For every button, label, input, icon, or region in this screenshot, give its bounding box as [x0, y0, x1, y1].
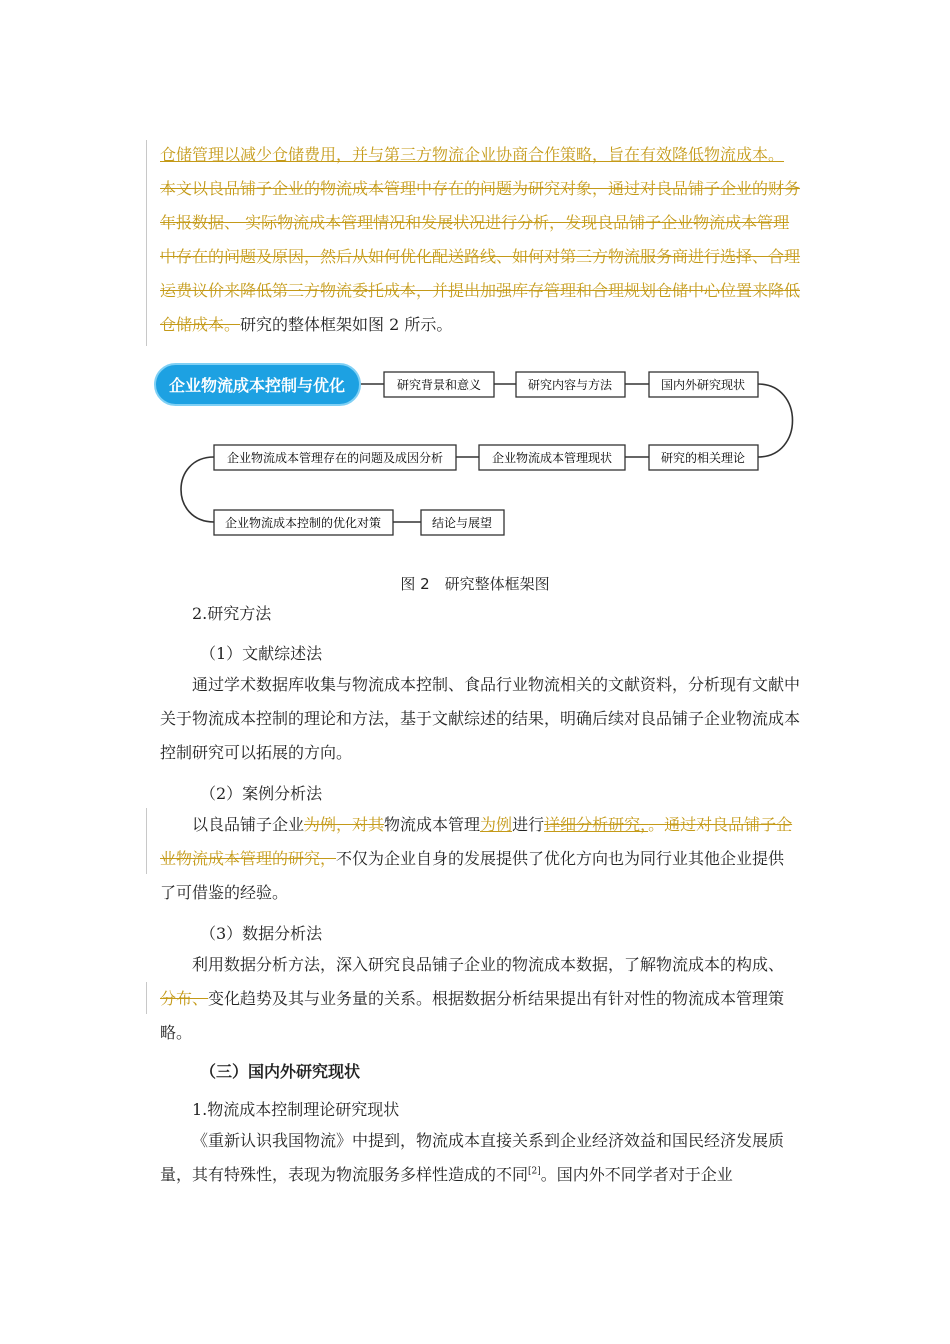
body-text: 变化趋势及其与业务量的关系。根据数据分析结果提出有针对性的物流成本管理策略。 — [160, 989, 785, 1042]
deleted-text: 。通过对良品铺子企业物流成本管理的研究， — [160, 815, 793, 868]
method1-text: 通过学术数据库收集与物流成本控制、食品行业物流相关的文献资料，分析现有文献中关于物流成本控制的理论和方法，基于文献综述的结果，明确后续对良品铺子企业物流成本控制研究可以拓展的方向。 — [160, 675, 801, 762]
body-text: 。国内外不同学者对于企业 — [540, 1165, 733, 1184]
research-status-text — [160, 1124, 800, 1192]
node-conclusion — [421, 510, 504, 535]
deleted-text: 分布、 — [160, 989, 209, 1008]
deleted-text: 为例，对其 — [304, 815, 385, 834]
method3-text — [160, 948, 800, 1050]
change-bar — [146, 140, 147, 346]
node-label: 国内外研究现状 — [660, 378, 746, 392]
node-label: 企业物流成本管理存在的问题及成因分析 — [226, 451, 444, 465]
body-text: 利用数据分析方法，深入研究良品铺子企业的物流成本数据，了解物流成本的构成、 — [192, 955, 785, 974]
body-text: 进行 — [512, 815, 545, 834]
change-bar — [146, 982, 147, 1014]
body-text: 不仅为企业自身的发展提供了优化方向也为同行业其他企业提供了可借鉴的经验。 — [160, 849, 785, 902]
node-label: 研究的相关理论 — [660, 451, 746, 465]
node-status — [479, 445, 625, 470]
body-text: 物流成本管理 — [384, 815, 481, 834]
inserted-text: 为例 — [480, 815, 513, 834]
body-text: 研究的整体框架如图 2 所示。 — [240, 315, 453, 334]
node-label: 研究内容与方法 — [527, 378, 613, 392]
method2-heading: （2）案例分析法 — [200, 784, 323, 803]
deleted-text: 本文以良品铺子企业的物流成本管理中存在的问题为研究对象，通过对良品铺子企业的财务年报数据、 实际物流成本管理情况和发展状况进行分析，发现良品铺子企业物流成本管理中存在的问题及原因，然后从如何优化配送路线、如何对第三方物流服务商进行选择、合理运费议价来降低第三方物流委托成本，并提出加强库存管理和合理规划仓储中心位置来降低仓储成本。 — [160, 179, 801, 334]
node-label: 研究背景和意义 — [396, 378, 482, 392]
node-literature — [649, 372, 758, 397]
deleted-text: 详细分析研究， — [544, 815, 649, 834]
section-heading-research-status: （三）国内外研究现状 — [200, 1062, 361, 1081]
section-heading-methods: 2.研究方法 — [192, 604, 272, 623]
change-bar — [146, 808, 147, 874]
main-topic-label: 企业物流成本控制与优化 — [168, 376, 346, 395]
method3-heading: （3）数据分析法 — [200, 924, 323, 943]
node-theory — [649, 445, 758, 470]
main-topic-node — [155, 364, 360, 405]
node-label: 结论与展望 — [431, 516, 493, 530]
node-label: 企业物流成本管理现状 — [491, 451, 613, 465]
citation: [2] — [528, 1166, 541, 1177]
node-countermeasures — [214, 510, 393, 535]
node-label: 企业物流成本控制的优化对策 — [224, 516, 382, 530]
node-background — [384, 372, 494, 397]
figure-caption: 图 2 研究整体框架图 — [400, 575, 550, 593]
node-problems — [214, 445, 456, 470]
subsection-heading: 1.物流成本控制理论研究现状 — [192, 1100, 400, 1119]
method2-text — [160, 808, 800, 910]
intro-paragraph — [160, 138, 800, 342]
body-text: 以良品铺子企业 — [192, 815, 305, 834]
inserted-text: 仓储管理以减少仓储费用，并与第三方物流企业协商合作策略，旨在有效降低物流成本。 — [160, 145, 785, 164]
research-framework-diagram — [152, 360, 802, 545]
node-methods — [516, 372, 625, 397]
method1-heading: （1）文献综述法 — [200, 644, 323, 663]
body-text: 《重新认识我国物流》中提到，物流成本直接关系到企业经济效益和国民经济发展质量，其有特殊性，表现为物流服务多样性造成的不同 — [160, 1131, 785, 1184]
